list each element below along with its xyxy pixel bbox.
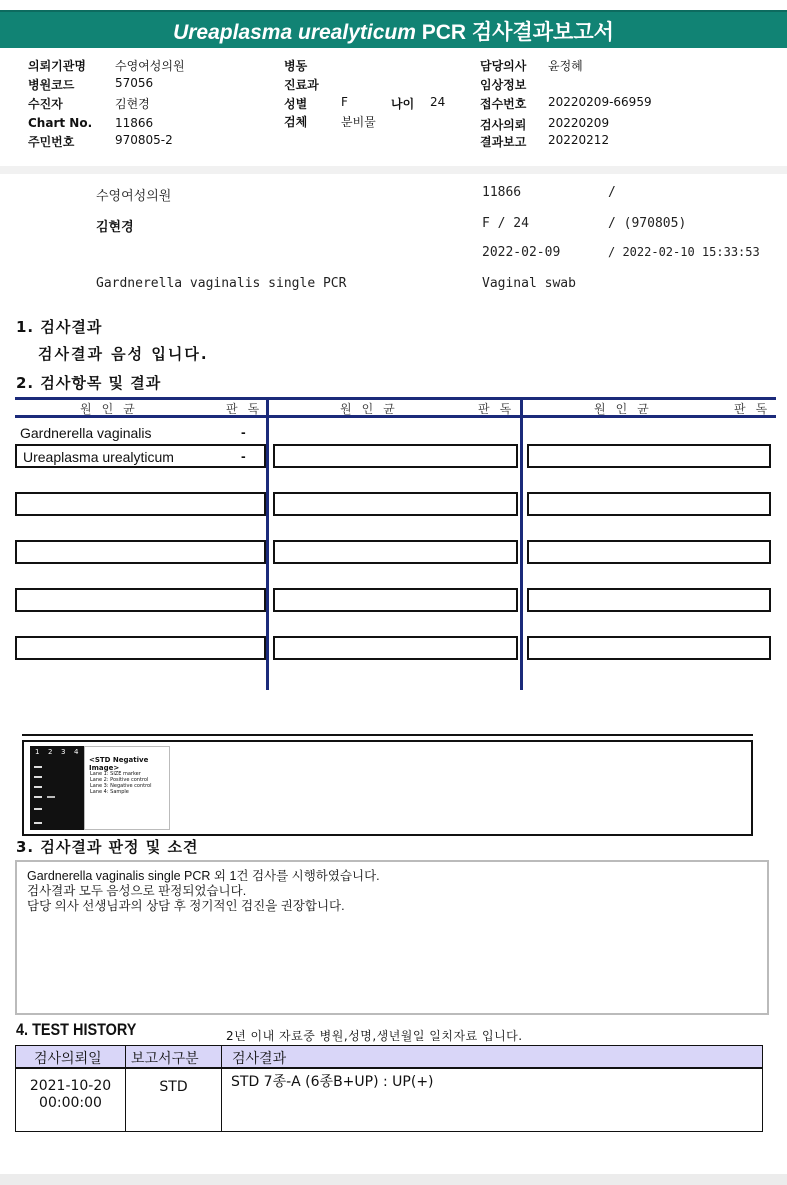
table-row: [15, 444, 266, 468]
table-cell-empty: [527, 636, 771, 660]
patient-info-panel: [0, 48, 787, 167]
header-pathogen-2: 원인균: [340, 402, 405, 416]
summary-hospital: 수영여성의원: [96, 189, 172, 204]
info-value-hospital-code: 57056: [115, 76, 154, 90]
table-cell-empty: [273, 588, 518, 612]
gel-band: [34, 766, 42, 768]
section-1-result: 검사결과 음성 입니다.: [38, 345, 209, 363]
history-header-result: 검사결과: [232, 1051, 287, 1067]
opinion-box: [15, 860, 769, 1015]
gel-legend-line: Lane 3: Negative control: [90, 783, 152, 789]
info-label-clinical: 임상정보: [480, 78, 527, 92]
table-divider-2: [520, 397, 523, 690]
summary-sex-age: F / 24: [482, 216, 529, 231]
section-3-title: 3. 검사결과 판정 및 소견: [16, 838, 199, 856]
history-date: 2021-10-20: [29, 1078, 112, 1094]
info-value-institution: 수영여성의원: [115, 59, 185, 73]
row-2-pathogen: Ureaplasma urealyticum: [23, 449, 174, 465]
info-label-patient: 수진자: [28, 97, 63, 111]
info-label-resident-no: 주민번호: [28, 135, 75, 149]
info-value-doctor: 윤정혜: [548, 59, 583, 73]
gel-band: [34, 822, 42, 824]
info-label-specimen: 검체: [284, 115, 308, 129]
info-value-age: 24: [430, 95, 446, 109]
row-2-result: -: [241, 448, 246, 464]
table-cell-empty: [273, 492, 518, 516]
summary-test-name: Gardnerella vaginalis single PCR: [96, 276, 347, 291]
table-cell-empty: [15, 636, 266, 660]
summary-patient: 김현경: [96, 220, 134, 235]
info-value-receipt-no: 20220209-66959: [548, 95, 652, 109]
section-1-title: 1. 검사결과: [16, 318, 103, 336]
history-result: STD 7종-A (6종B+UP) : UP(+): [231, 1074, 434, 1090]
history-table: [15, 1045, 763, 1132]
summary-chart: 11866: [482, 185, 522, 200]
table-divider-1: [266, 397, 269, 690]
gel-top-rule: [22, 734, 753, 736]
header-result-2: 판독: [478, 402, 522, 416]
table-cell-empty: [273, 444, 518, 468]
info-label-chart: Chart No.: [28, 116, 93, 130]
table-cell-empty: [15, 492, 266, 516]
summary-birth: / (970805): [608, 216, 687, 231]
row-1-pathogen: Gardnerella vaginalis: [20, 425, 152, 441]
gel-band: [34, 776, 42, 778]
gel-legend-line: Lane 1: SIZE marker: [90, 771, 141, 777]
table-cell-empty: [527, 588, 771, 612]
history-header-row: [16, 1046, 762, 1069]
gel-band: [34, 796, 42, 798]
history-date-cell: [16, 1078, 125, 1112]
gel-legend-title: <STD Negative Image>: [89, 756, 149, 772]
gel-legend: [84, 746, 170, 830]
history-header-date: 검사의뢰일: [34, 1051, 102, 1067]
table-cell-empty: [527, 492, 771, 516]
gel-image-frame: [22, 740, 753, 836]
opinion-line-2: 검사결과 모두 음성으로 판정되었습니다.: [27, 884, 247, 898]
history-divider: [221, 1046, 222, 1131]
history-type: STD: [159, 1079, 188, 1095]
section-2-title: 2. 검사항목 및 결과: [16, 374, 162, 392]
table-cell-empty: [273, 540, 518, 564]
info-value-resident-no: 970805-2: [115, 133, 173, 147]
summary-report-date: / 2022-02-10 15:33:53: [608, 245, 760, 259]
info-label-institution: 의뢰기관명: [28, 59, 86, 73]
report-title-bar: [0, 10, 787, 50]
info-value-report: 20220212: [548, 133, 610, 147]
header-pathogen-1: 원인균: [80, 402, 145, 416]
info-value-patient: 김현경: [115, 97, 150, 111]
info-label-report: 결과보고: [480, 135, 527, 149]
history-time: 00:00:00: [39, 1095, 102, 1111]
gel-legend-lines: [90, 771, 152, 795]
header-result-1: 판독: [226, 402, 270, 416]
info-label-department: 진료과: [284, 78, 319, 92]
summary-specimen: Vaginal swab: [482, 276, 576, 291]
info-label-receipt-no: 접수번호: [480, 97, 527, 111]
gel-electrophoresis-image: [30, 746, 84, 830]
info-value-request: 20220209: [548, 116, 610, 130]
gel-lane-label: 1: [35, 748, 40, 756]
table-cell-empty: [15, 588, 266, 612]
gel-band: [34, 786, 42, 788]
info-label-request: 검사의뢰: [480, 118, 527, 132]
footer-band: [0, 1174, 787, 1185]
summary-slash: /: [608, 185, 616, 200]
opinion-line-1: Gardnerella vaginalis single PCR 외 1건 검사를 시행하였습니다.: [27, 869, 380, 883]
history-header-type: 보고서구분: [131, 1051, 199, 1067]
gel-lane-label: 3: [61, 748, 66, 756]
row-1-result: -: [241, 424, 246, 440]
opinion-line-3: 담당 의사 선생님과의 상담 후 정기적인 검진을 권장합니다.: [27, 899, 345, 913]
section-4-note: 2년 이내 자료중 병원,성명,생년월일 일치자료 입니다.: [226, 1029, 523, 1043]
gel-lane-label: 4: [74, 748, 79, 756]
gel-legend-line: Lane 2: Positive control: [90, 777, 149, 783]
section-4-title: 4. TEST HISTORY: [16, 1020, 137, 1039]
gel-band: [34, 808, 42, 810]
info-value-chart: 11866: [115, 116, 154, 130]
report-title: Ureaplasma urealyticum PCR 검사결과보고서: [173, 21, 614, 44]
gel-band: [47, 796, 55, 798]
info-label-doctor: 담당의사: [480, 59, 527, 73]
header-result-3: 판독: [734, 402, 778, 416]
header-pathogen-3: 원인균: [594, 402, 659, 416]
info-label-hospital-code: 병원코드: [28, 78, 75, 92]
table-cell-empty: [527, 540, 771, 564]
table-cell-empty: [273, 636, 518, 660]
info-label-ward: 병동: [284, 59, 308, 73]
summary-request-date: 2022-02-09: [482, 245, 561, 260]
table-cell-empty: [527, 444, 771, 468]
table-cell-empty: [15, 540, 266, 564]
info-value-sex: F: [341, 95, 348, 109]
gel-lane-label: 2: [48, 748, 53, 756]
gel-legend-line: Lane 4: Sample: [90, 789, 129, 795]
info-value-specimen: 분비물: [341, 115, 376, 129]
divider-band: [0, 166, 787, 174]
info-label-age: 나이: [391, 97, 415, 111]
info-label-sex: 성별: [284, 97, 308, 111]
